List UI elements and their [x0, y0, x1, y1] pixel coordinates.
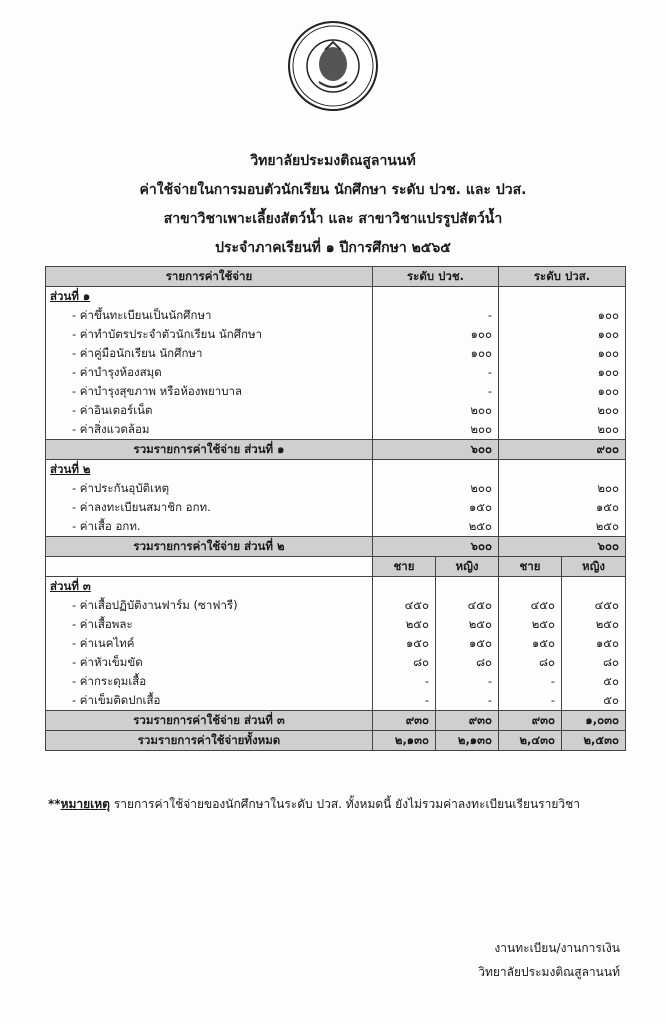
table-row — [46, 498, 626, 517]
value-cell: ๒๕๐ — [436, 615, 499, 634]
pvs-value: ๑๐๐ — [499, 363, 626, 382]
value-cell: ๘๐ — [562, 653, 626, 672]
pvs-value: ๑๐๐ — [499, 325, 626, 344]
value-cell: ๘๐ — [436, 653, 499, 672]
table-row — [46, 363, 626, 382]
item-label: - ค่าทำบัตรประจำตัวนักเรียน นักศึกษา — [46, 325, 373, 344]
value-cell: ๘๐ — [373, 653, 436, 672]
item-label: - ค่าลงทะเบียนสมาชิก อกท. — [46, 498, 373, 517]
total-cell: ๙๓๐ — [499, 711, 562, 731]
grand-total-label: รวมรายการค่าใช้จ่ายทั้งหมด — [46, 731, 373, 751]
section-1-total-row — [46, 440, 626, 460]
value-cell: ๑๕๐ — [373, 634, 436, 653]
col-item-header: รายการค่าใช้จ่าย — [46, 267, 373, 287]
item-label: - ค่าเนคไทค์ — [46, 634, 373, 653]
total-cell: ๙๓๐ — [373, 711, 436, 731]
value-cell: - — [499, 691, 562, 711]
pvc-value: ๑๐๐ — [373, 344, 499, 363]
total-pvs: ๖๐๐ — [499, 537, 626, 557]
total-label: รวมรายการค่าใช้จ่าย ส่วนที่ ๒ — [46, 537, 373, 557]
gender-header-row — [46, 557, 626, 577]
value-cell: ๒๕๐ — [499, 615, 562, 634]
item-label: - ค่าบำรุงสุขภาพ หรือห้องพยาบาล — [46, 382, 373, 401]
item-label: - ค่ากระดุมเสื้อ — [46, 672, 373, 691]
total-pvc: ๖๐๐ — [373, 537, 499, 557]
table-row — [46, 479, 626, 498]
college-name: วิทยาลัยประมงติณสูลานนท์ — [250, 153, 416, 169]
item-label: - ค่าเข็มติดปกเสื้อ — [46, 691, 373, 711]
pvs-female-header: หญิง — [562, 557, 626, 577]
value-cell: ๕๐ — [562, 672, 626, 691]
pvs-value: ๒๕๐ — [499, 517, 626, 537]
item-label: - ค่าเสื้อปฏิบัติงานฟาร์ม (ซาฟารี) — [46, 596, 373, 615]
pvs-value: ๒๐๐ — [499, 401, 626, 420]
section-3-total-row — [46, 711, 626, 731]
value-cell: ๕๐ — [562, 691, 626, 711]
pvs-value: ๑๐๐ — [499, 344, 626, 363]
value-cell: - — [436, 672, 499, 691]
value-cell: ๑๕๐ — [562, 634, 626, 653]
value-cell: ๔๕๐ — [436, 596, 499, 615]
grand-total-cell: ๒,๕๓๐ — [562, 731, 626, 751]
value-cell: - — [436, 691, 499, 711]
table-row — [46, 596, 626, 615]
title-line-4: ประจำภาคเรียนที่ ๑ ปีการศึกษา ๒๕๖๕ — [215, 240, 451, 256]
table-row — [46, 653, 626, 672]
pvc-value: ๒๐๐ — [373, 401, 499, 420]
pvc-value: ๒๕๐ — [373, 517, 499, 537]
pvc-value: ๒๐๐ — [373, 479, 499, 498]
section-1-title: ส่วนที่ ๑ — [46, 287, 373, 307]
table-header-row — [46, 267, 626, 287]
item-label: - ค่าบำรุงห้องสมุด — [46, 363, 373, 382]
pvc-value: - — [373, 306, 499, 325]
value-cell: - — [499, 672, 562, 691]
document-titles — [0, 147, 666, 263]
value-cell: ๒๕๐ — [373, 615, 436, 634]
pvs-value: ๑๐๐ — [499, 306, 626, 325]
item-label: - ค่าเสื้อ อกท. — [46, 517, 373, 537]
footnote — [48, 795, 648, 814]
pvc-value: ๑๕๐ — [373, 498, 499, 517]
table-row — [46, 306, 626, 325]
table-row — [46, 382, 626, 401]
title-line-3: สาขาวิชาเพาะเลี้ยงสัตว์น้ำ และ สาขาวิชาแปรรูปสัตว์น้ำ — [163, 211, 503, 227]
table-row — [46, 691, 626, 711]
signature-block — [478, 936, 620, 984]
table-row — [46, 634, 626, 653]
item-label: - ค่าประกันอุบัติเหตุ — [46, 479, 373, 498]
college-seal-icon — [287, 20, 379, 112]
pvs-value: ๒๐๐ — [499, 479, 626, 498]
table-row — [46, 344, 626, 363]
value-cell: ๔๕๐ — [562, 596, 626, 615]
item-label: - ค่าเสื้อพละ — [46, 615, 373, 634]
col-pvs-header: ระดับ ปวส. — [499, 267, 626, 287]
grand-total-cell: ๒,๑๓๐ — [373, 731, 436, 751]
signature-department: งานทะเบียน/งานการเงิน — [494, 941, 620, 955]
item-label: - ค่าขึ้นทะเบียนเป็นนักศึกษา — [46, 306, 373, 325]
pvs-value: ๒๐๐ — [499, 420, 626, 440]
college-seal — [287, 20, 379, 112]
pvc-value: ๑๐๐ — [373, 325, 499, 344]
table-row — [46, 401, 626, 420]
pvc-female-header: หญิง — [436, 557, 499, 577]
value-cell: - — [373, 672, 436, 691]
col-pvc-header: ระดับ ปวช. — [373, 267, 499, 287]
value-cell: ๔๕๐ — [373, 596, 436, 615]
table-row — [46, 420, 626, 440]
pvs-male-header: ชาย — [499, 557, 562, 577]
item-label: - ค่าอินเตอร์เน็ต — [46, 401, 373, 420]
pvc-male-header: ชาย — [373, 557, 436, 577]
section-row — [46, 577, 626, 597]
pvc-value: ๒๐๐ — [373, 420, 499, 440]
table-row — [46, 672, 626, 691]
section-row — [46, 287, 626, 307]
section-2-title: ส่วนที่ ๒ — [46, 460, 373, 480]
footnote-stars: ** — [48, 797, 61, 811]
fee-table — [45, 266, 626, 751]
pvs-value: ๑๕๐ — [499, 498, 626, 517]
table-row — [46, 615, 626, 634]
item-label: - ค่าหัวเข็มขัด — [46, 653, 373, 672]
grand-total-cell: ๒,๔๓๐ — [499, 731, 562, 751]
total-cell: ๙๓๐ — [436, 711, 499, 731]
table-row — [46, 325, 626, 344]
total-pvs: ๙๐๐ — [499, 440, 626, 460]
value-cell: ๑๕๐ — [499, 634, 562, 653]
grand-total-cell: ๒,๑๓๐ — [436, 731, 499, 751]
value-cell: ๔๕๐ — [499, 596, 562, 615]
footnote-text: รายการค่าใช้จ่ายของนักศึกษาในระดับ ปวส. ทั้งหมดนี้ ยังไม่รวมค่าลงทะเบียนเรียนรายวิชา — [109, 797, 581, 811]
pvs-value: ๑๐๐ — [499, 382, 626, 401]
table-row — [46, 517, 626, 537]
title-line-2: ค่าใช้จ่ายในการมอบตัวนักเรียน นักศึกษา ระดับ ปวช. และ ปวส. — [139, 182, 527, 198]
value-cell: ๘๐ — [499, 653, 562, 672]
item-label: - ค่าคู่มือนักเรียน นักศึกษา — [46, 344, 373, 363]
value-cell: - — [373, 691, 436, 711]
pvc-value: - — [373, 363, 499, 382]
section-row — [46, 460, 626, 480]
pvc-value: - — [373, 382, 499, 401]
value-cell: ๑๕๐ — [436, 634, 499, 653]
section-2-total-row — [46, 537, 626, 557]
section-3-title: ส่วนที่ ๓ — [46, 577, 373, 597]
total-label: รวมรายการค่าใช้จ่าย ส่วนที่ ๑ — [46, 440, 373, 460]
footnote-mark: หมายเหตุ — [60, 797, 110, 811]
total-label: รวมรายการค่าใช้จ่าย ส่วนที่ ๓ — [46, 711, 373, 731]
value-cell: ๒๕๐ — [562, 615, 626, 634]
total-pvc: ๖๐๐ — [373, 440, 499, 460]
signature-college: วิทยาลัยประมงติณสูลานนท์ — [478, 965, 620, 979]
grand-total-row — [46, 731, 626, 751]
item-label: - ค่าสิ่งแวดล้อม — [46, 420, 373, 440]
total-cell: ๑,๐๓๐ — [562, 711, 626, 731]
